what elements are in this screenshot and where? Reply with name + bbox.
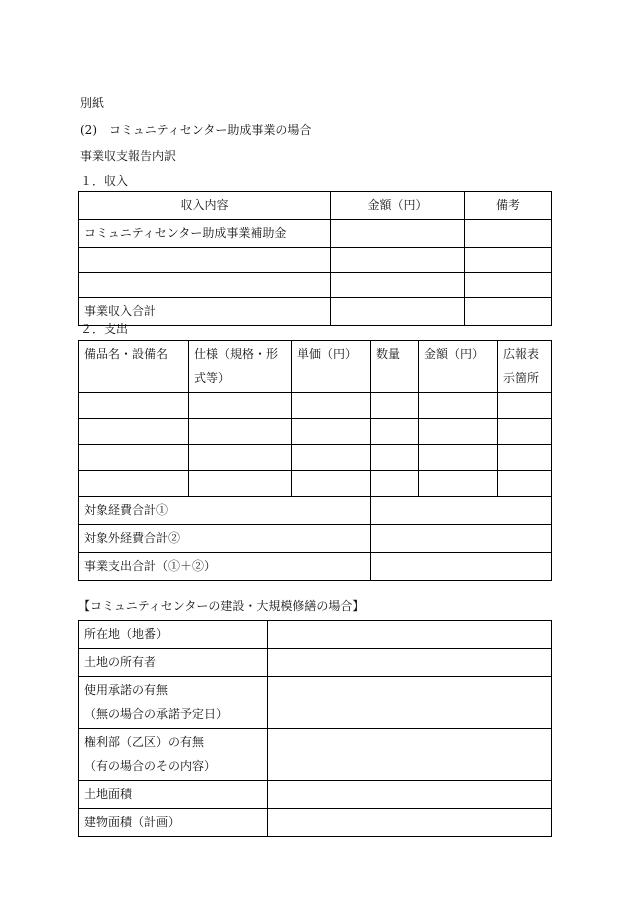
income-col-remarks: 備考 bbox=[465, 192, 552, 220]
expense-cell[interactable] bbox=[498, 419, 552, 445]
income-col-amount: 金額（円） bbox=[331, 192, 465, 220]
expense-cell[interactable] bbox=[189, 419, 292, 445]
expense-cell[interactable] bbox=[419, 445, 498, 471]
use-consent-label bbox=[79, 677, 268, 729]
expense-cell[interactable] bbox=[498, 445, 552, 471]
income-amount-cell[interactable] bbox=[331, 220, 465, 248]
construction-heading: 【コミュニティセンターの建設・大規模修繕の場合】 bbox=[78, 599, 365, 613]
table-row bbox=[79, 273, 552, 298]
location-value[interactable] bbox=[268, 621, 552, 649]
land-area-label: 土地面積 bbox=[79, 781, 268, 809]
income-remarks-cell[interactable] bbox=[465, 248, 552, 273]
table-row bbox=[79, 809, 552, 837]
expense-cell[interactable] bbox=[79, 393, 189, 419]
attachment-label: 別紙 bbox=[80, 96, 105, 110]
non-subject-expense-total-label: 対象外経費合計② bbox=[79, 525, 371, 553]
expense-cell[interactable] bbox=[189, 471, 292, 497]
expense-cell[interactable] bbox=[79, 419, 189, 445]
rights-section-line1: 権利部（乙区）の有無 bbox=[84, 735, 205, 749]
income-heading: １．収入 bbox=[80, 174, 129, 188]
expense-heading: ２．支出 bbox=[80, 322, 129, 336]
income-row-label[interactable] bbox=[79, 273, 331, 298]
expense-cell[interactable] bbox=[419, 471, 498, 497]
table-row bbox=[79, 621, 552, 649]
income-header-row bbox=[79, 192, 552, 220]
building-area-label: 建物面積（計画） bbox=[79, 809, 268, 837]
subject-expense-total-value[interactable] bbox=[371, 497, 552, 525]
table-row bbox=[79, 393, 552, 419]
expense-table bbox=[78, 340, 552, 581]
building-area-value[interactable] bbox=[268, 809, 552, 837]
expense-col-quantity: 数量 bbox=[371, 341, 419, 393]
table-row bbox=[79, 553, 552, 581]
expense-col-amount: 金額（円） bbox=[419, 341, 498, 393]
income-row-label[interactable] bbox=[79, 248, 331, 273]
expense-cell[interactable] bbox=[292, 393, 371, 419]
land-owner-value[interactable] bbox=[268, 649, 552, 677]
income-amount-cell[interactable] bbox=[331, 273, 465, 298]
rights-section-value[interactable] bbox=[268, 729, 552, 781]
expense-cell[interactable] bbox=[292, 419, 371, 445]
expense-grand-total-label: 事業支出合計（①＋②） bbox=[79, 553, 371, 581]
expense-cell[interactable] bbox=[371, 419, 419, 445]
expense-cell[interactable] bbox=[189, 445, 292, 471]
table-row bbox=[79, 781, 552, 809]
expense-col-pr-location: 広報表示箇所 bbox=[498, 341, 552, 393]
expense-cell[interactable] bbox=[292, 471, 371, 497]
use-consent-line1: 使用承諾の有無 bbox=[84, 683, 169, 697]
expense-cell[interactable] bbox=[371, 471, 419, 497]
income-remarks-cell[interactable] bbox=[465, 220, 552, 248]
expense-cell[interactable] bbox=[79, 471, 189, 497]
income-total-remarks[interactable] bbox=[465, 298, 552, 326]
table-row bbox=[79, 729, 552, 781]
table-row bbox=[79, 445, 552, 471]
land-owner-label: 土地の所有者 bbox=[79, 649, 268, 677]
income-table bbox=[78, 191, 552, 326]
use-consent-line2: （無の場合の承諾予定日） bbox=[84, 707, 229, 721]
expense-cell[interactable] bbox=[419, 393, 498, 419]
rights-section-label bbox=[79, 729, 268, 781]
expense-cell[interactable] bbox=[371, 445, 419, 471]
land-area-value[interactable] bbox=[268, 781, 552, 809]
expense-grand-total-value[interactable] bbox=[371, 553, 552, 581]
expense-cell[interactable] bbox=[189, 393, 292, 419]
non-subject-expense-total-value[interactable] bbox=[371, 525, 552, 553]
expense-cell[interactable] bbox=[371, 393, 419, 419]
construction-table bbox=[78, 620, 552, 837]
case-label: (2) コミュニティセンター助成事業の場合 bbox=[80, 123, 312, 137]
income-remarks-cell[interactable] bbox=[465, 273, 552, 298]
rights-section-line2: （有の場合のその内容） bbox=[84, 759, 217, 773]
use-consent-value[interactable] bbox=[268, 677, 552, 729]
location-label: 所在地（地番） bbox=[79, 621, 268, 649]
income-row-label: コミュニティセンター助成事業補助金 bbox=[79, 220, 331, 248]
expense-cell[interactable] bbox=[79, 445, 189, 471]
table-row bbox=[79, 677, 552, 729]
expense-col-unit-price: 単価（円） bbox=[292, 341, 371, 393]
expense-col-item: 備品名・設備名 bbox=[79, 341, 189, 393]
income-total-amount[interactable] bbox=[331, 298, 465, 326]
table-row bbox=[79, 419, 552, 445]
expense-cell[interactable] bbox=[498, 471, 552, 497]
subject-expense-total-label: 対象経費合計① bbox=[79, 497, 371, 525]
expense-header-row bbox=[79, 341, 552, 393]
table-row bbox=[79, 497, 552, 525]
expense-cell[interactable] bbox=[419, 419, 498, 445]
income-amount-cell[interactable] bbox=[331, 248, 465, 273]
expense-col-spec: 仕様（規格・形式等） bbox=[189, 341, 292, 393]
income-col-content: 収入内容 bbox=[79, 192, 331, 220]
table-row bbox=[79, 298, 552, 326]
table-row bbox=[79, 220, 552, 248]
table-row bbox=[79, 248, 552, 273]
report-title: 事業収支報告内訳 bbox=[80, 149, 177, 163]
table-row bbox=[79, 471, 552, 497]
income-total-label: 事業収入合計 bbox=[79, 298, 331, 326]
expense-cell[interactable] bbox=[292, 445, 371, 471]
expense-cell[interactable] bbox=[498, 393, 552, 419]
table-row bbox=[79, 649, 552, 677]
table-row bbox=[79, 525, 552, 553]
